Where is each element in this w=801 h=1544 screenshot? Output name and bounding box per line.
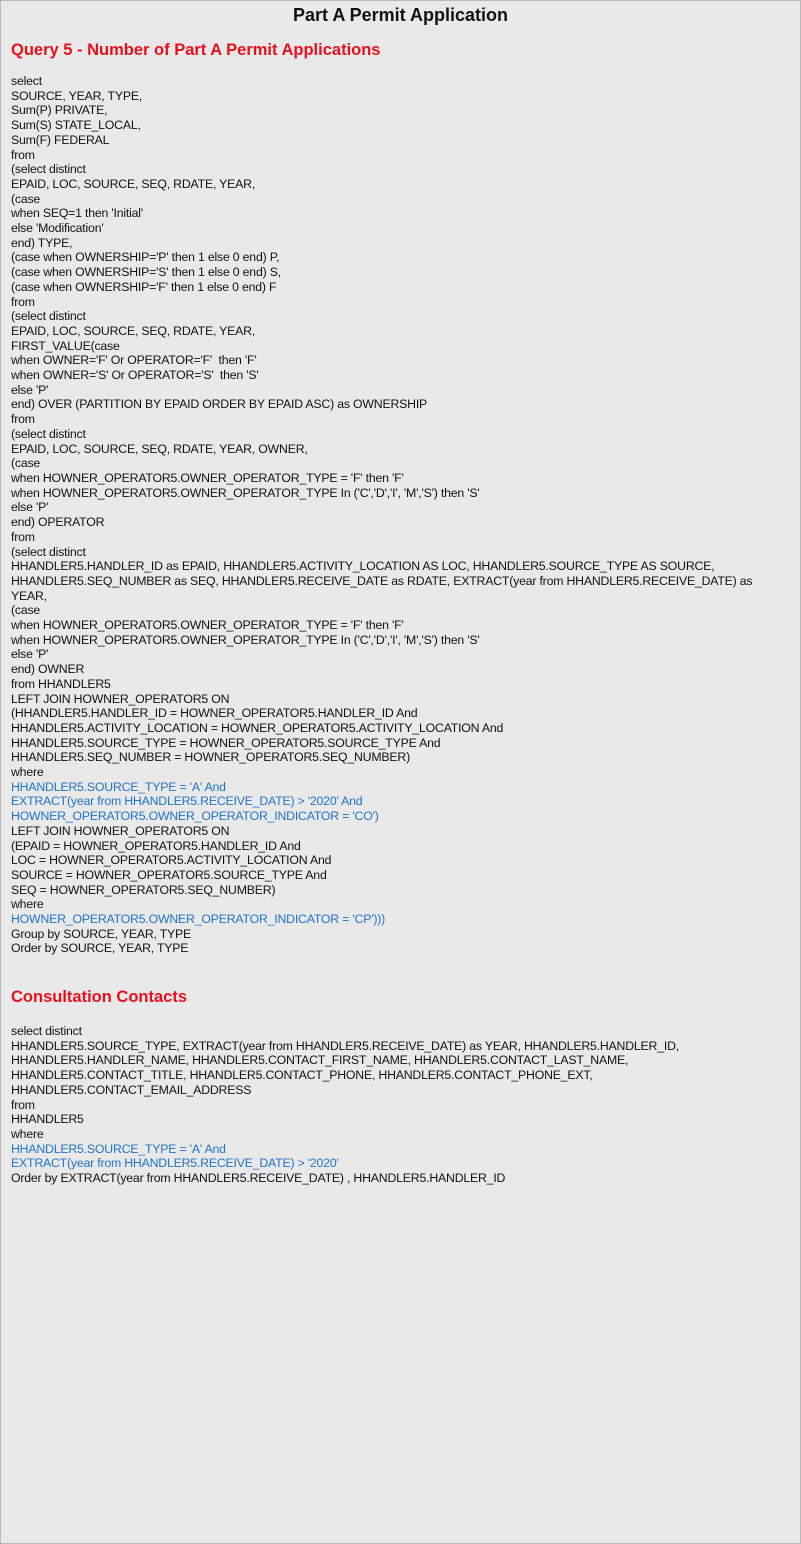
- sql-line: end) OPERATOR: [11, 515, 105, 530]
- sql-line: SOURCE = HOWNER_OPERATOR5.SOURCE_TYPE And: [11, 867, 327, 882]
- sql-line: YEAR,: [11, 588, 47, 603]
- sql-line: (case: [11, 456, 41, 471]
- sql-line: Sum(S) STATE_LOCAL,: [11, 118, 141, 133]
- sql-line: from: [11, 147, 35, 162]
- sql-line: HHANDLER5.SOURCE_TYPE = HOWNER_OPERATOR5.SOURCE_TYPE And: [11, 735, 441, 750]
- sql-line: when OWNER='S' Or OPERATOR='S' then 'S': [11, 368, 259, 383]
- sql-line: HHANDLER5: [11, 1112, 84, 1127]
- sql-line: HHANDLER5.HANDLER_ID as EPAID, HHANDLER5.ACTIVITY_LOCATION AS LOC, HHANDLER5.SOURCE_TYPE AS SOURCE,: [11, 559, 715, 574]
- sql-line: HHANDLER5.SEQ_NUMBER = HOWNER_OPERATOR5.SEQ_NUMBER): [11, 750, 410, 765]
- sql-line: (select distinct: [11, 544, 86, 559]
- sql-line: select distinct: [11, 1024, 82, 1038]
- sql-line: Sum(P) PRIVATE,: [11, 103, 108, 118]
- sql-line: where: [11, 897, 44, 912]
- sql-line: LEFT JOIN HOWNER_OPERATOR5 ON: [11, 823, 230, 838]
- sql-line: from: [11, 294, 35, 309]
- sql-line: SOURCE, YEAR, TYPE,: [11, 88, 143, 103]
- sql-line: else 'P': [11, 500, 49, 515]
- sql-line: (EPAID = HOWNER_OPERATOR5.HANDLER_ID And: [11, 838, 301, 853]
- sql-line: when HOWNER_OPERATOR5.OWNER_OPERATOR_TYPE = 'F' then 'F': [11, 618, 404, 633]
- sql-line: EXTRACT(year from HHANDLER5.RECEIVE_DATE) > '2020': [11, 1156, 339, 1171]
- sql-line: SEQ = HOWNER_OPERATOR5.SEQ_NUMBER): [11, 882, 276, 897]
- sql-line: (case when OWNERSHIP='S' then 1 else 0 end) S,: [11, 265, 281, 280]
- sql-line: else 'Modification': [11, 221, 104, 236]
- sql-line: HHANDLER5.SOURCE_TYPE = 'A' And: [11, 779, 226, 794]
- sql-line: when HOWNER_OPERATOR5.OWNER_OPERATOR_TYPE In ('C','D','I', 'M','S') then 'S': [11, 485, 480, 500]
- page-title: Part A Permit Application: [292, 5, 509, 25]
- sql-line: else 'P': [11, 647, 49, 662]
- sql-line: HHANDLER5.SEQ_NUMBER as SEQ, HHANDLER5.RECEIVE_DATE as RDATE, EXTRACT(year from HHANDLER5.RECEIVE_DATE) as: [11, 573, 753, 588]
- sql-line: Order by SOURCE, YEAR, TYPE: [11, 941, 189, 956]
- sql-line: HOWNER_OPERATOR5.OWNER_OPERATOR_INDICATOR = 'CO'): [11, 809, 379, 824]
- sql-line: HHANDLER5.SOURCE_TYPE = 'A' And: [11, 1141, 226, 1156]
- query-5-sql-block: [11, 74, 781, 956]
- sql-line: (case: [11, 191, 41, 206]
- sql-line: Order by EXTRACT(year from HHANDLER5.RECEIVE_DATE) , HHANDLER5.HANDLER_ID: [11, 1171, 506, 1186]
- sql-line: HHANDLER5.HANDLER_NAME, HHANDLER5.CONTACT_FIRST_NAME, HHANDLER5.CONTACT_LAST_NAME,: [11, 1053, 629, 1068]
- sql-line: (HHANDLER5.HANDLER_ID = HOWNER_OPERATOR5.HANDLER_ID And: [11, 706, 418, 721]
- sql-line: (select distinct: [11, 309, 86, 324]
- sql-line: LEFT JOIN HOWNER_OPERATOR5 ON: [11, 691, 230, 706]
- sql-line: EPAID, LOC, SOURCE, SEQ, RDATE, YEAR, OWNER,: [11, 441, 308, 456]
- sql-line: when HOWNER_OPERATOR5.OWNER_OPERATOR_TYPE = 'F' then 'F': [11, 470, 404, 485]
- sql-line: end) TYPE,: [11, 235, 73, 250]
- sql-line: (case when OWNERSHIP='P' then 1 else 0 end) P,: [11, 250, 280, 265]
- sql-line: when HOWNER_OPERATOR5.OWNER_OPERATOR_TYPE In ('C','D','I', 'M','S') then 'S': [11, 632, 480, 647]
- sql-line: when OWNER='F' Or OPERATOR='F' then 'F': [11, 353, 257, 368]
- consultation-contacts-heading: Consultation Contacts: [11, 988, 187, 1006]
- sql-line: Sum(F) FEDERAL: [11, 132, 110, 147]
- sql-line: where: [11, 1126, 44, 1141]
- sql-line: FIRST_VALUE(case: [11, 338, 120, 353]
- sql-line: from: [11, 412, 35, 427]
- sql-line: HOWNER_OPERATOR5.OWNER_OPERATOR_INDICATOR = 'CP'))): [11, 912, 386, 927]
- sql-line: EXTRACT(year from HHANDLER5.RECEIVE_DATE) > '2020' And: [11, 794, 363, 809]
- consultation-contacts-sql-block: [11, 1024, 781, 1186]
- sql-line: (case: [11, 603, 41, 618]
- sql-line: HHANDLER5.CONTACT_TITLE, HHANDLER5.CONTACT_PHONE, HHANDLER5.CONTACT_PHONE_EXT,: [11, 1068, 593, 1083]
- query-5-heading: Query 5 - Number of Part A Permit Applications: [11, 41, 381, 59]
- sql-line: from: [11, 529, 35, 544]
- sql-line: LOC = HOWNER_OPERATOR5.ACTIVITY_LOCATION And: [11, 853, 332, 868]
- sql-line: (case when OWNERSHIP='F' then 1 else 0 end) F: [11, 279, 277, 294]
- sql-line: when SEQ=1 then 'Initial': [11, 206, 143, 221]
- sql-line: Group by SOURCE, YEAR, TYPE: [11, 926, 192, 941]
- sql-line: end) OWNER: [11, 662, 85, 677]
- sql-line: HHANDLER5.ACTIVITY_LOCATION = HOWNER_OPERATOR5.ACTIVITY_LOCATION And: [11, 720, 504, 735]
- sql-line: end) OVER (PARTITION BY EPAID ORDER BY EPAID ASC) as OWNERSHIP: [11, 397, 428, 412]
- sql-line: from HHANDLER5: [11, 676, 111, 691]
- sql-line: HHANDLER5.SOURCE_TYPE, EXTRACT(year from HHANDLER5.RECEIVE_DATE) as YEAR, HHANDLER5.HANDLER_ID,: [11, 1038, 679, 1053]
- sql-line: HHANDLER5.CONTACT_EMAIL_ADDRESS: [11, 1082, 252, 1097]
- sql-line: where: [11, 765, 44, 780]
- sql-line: (select distinct: [11, 162, 86, 177]
- sql-line: else 'P': [11, 382, 49, 397]
- sql-line: select: [11, 74, 42, 88]
- sql-line: from: [11, 1097, 35, 1112]
- sql-line: (select distinct: [11, 426, 86, 441]
- sql-line: EPAID, LOC, SOURCE, SEQ, RDATE, YEAR,: [11, 176, 256, 191]
- sql-line: EPAID, LOC, SOURCE, SEQ, RDATE, YEAR,: [11, 323, 256, 338]
